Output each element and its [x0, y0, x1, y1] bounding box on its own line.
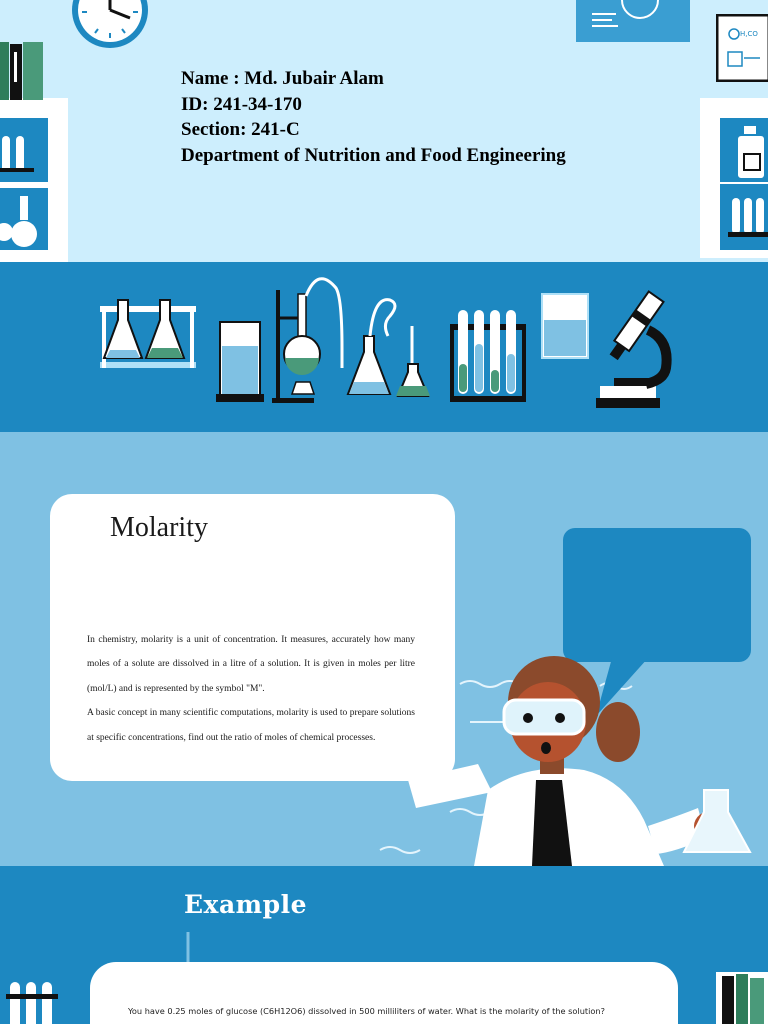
flask-icon	[0, 196, 48, 248]
scientist-illustration	[408, 640, 768, 866]
molarity-title: Molarity	[110, 512, 208, 543]
example-question: You have 0.25 moles of glucose (C6H12O6) dissolved in 500 milliliters of water. What is the molarity of the solution?	[128, 1006, 605, 1016]
student-section: Section: 241-C	[181, 119, 300, 140]
example-slide	[0, 866, 768, 1024]
books-icon	[0, 42, 46, 100]
molarity-paragraph-2: A basic concept in many scientific computations, molarity is used to prepare solutions at specific concentrations, find out the ratio of moles of chemical processes.	[87, 708, 415, 743]
bottle-icon	[736, 126, 766, 178]
title-slide	[0, 0, 768, 432]
framed-formula-icon	[716, 14, 768, 82]
molarity-card	[50, 494, 455, 781]
wall-clock-icon	[70, 0, 152, 52]
student-id: ID: 241-34-170	[181, 93, 302, 115]
test-tubes-icon	[0, 128, 40, 176]
chemistry-board-icon	[576, 0, 692, 44]
lab-equipment-illustration	[96, 274, 676, 414]
svg-text:H,CO: H,CO	[740, 30, 758, 38]
left-tube-rack-icon	[0, 976, 64, 1024]
molarity-paragraph-1: In chemistry, molarity is a unit of concentration. It measures, accurately how many moles of a solute are dissolved in a litre of a solution. It is given in moles per litre (mol/L) and is represented by the symbol "M".	[87, 635, 415, 694]
example-title: Example	[184, 890, 307, 919]
tube-rack-icon	[728, 192, 768, 244]
right-books-icon	[716, 972, 768, 1024]
example-card	[90, 962, 678, 1024]
student-info	[181, 66, 566, 168]
student-name: Name : Md. Jubair Alam	[181, 68, 384, 89]
molarity-slide	[0, 432, 768, 866]
molarity-definition	[87, 628, 415, 750]
student-department: Department of Nutrition and Food Engineering	[181, 144, 566, 166]
microscope-icon	[594, 290, 674, 412]
